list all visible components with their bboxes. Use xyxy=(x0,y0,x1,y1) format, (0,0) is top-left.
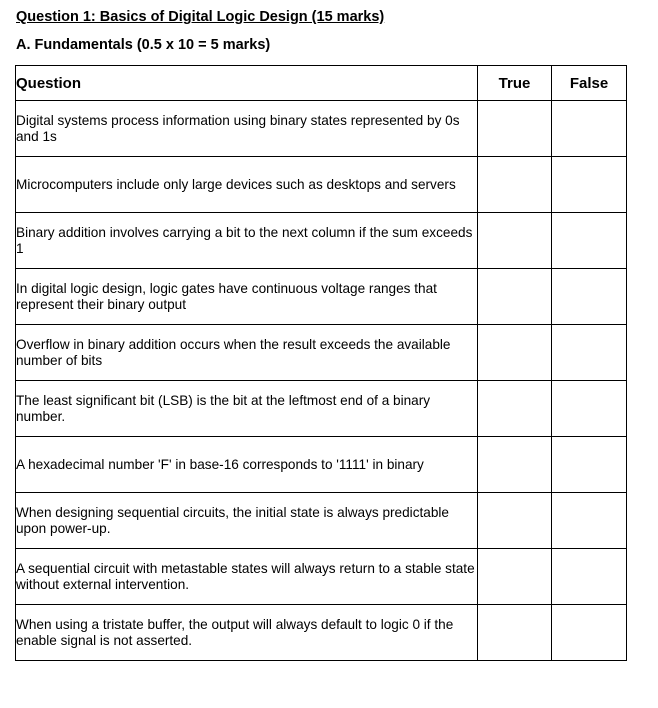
table-row xyxy=(16,437,627,493)
section-heading: A. Fundamentals (0.5 x 10 = 5 marks) xyxy=(16,37,271,53)
true-false-table xyxy=(15,65,627,661)
false-answer-cell[interactable] xyxy=(552,101,627,157)
question-text: Digital systems process information using binary states represented by 0s and 1s xyxy=(16,101,478,157)
question-text: The least significant bit (LSB) is the bit at the leftmost end of a binary number. xyxy=(16,381,478,437)
question-text: In digital logic design, logic gates have continuous voltage ranges that represent their binary output xyxy=(16,269,478,325)
table-row xyxy=(16,325,627,381)
true-answer-cell[interactable] xyxy=(478,157,552,213)
true-answer-cell[interactable] xyxy=(478,493,552,549)
table-row xyxy=(16,549,627,605)
question-text: Binary addition involves carrying a bit to the next column if the sum exceeds 1 xyxy=(16,213,478,269)
false-answer-cell[interactable] xyxy=(552,605,627,661)
false-answer-cell[interactable] xyxy=(552,381,627,437)
false-answer-cell[interactable] xyxy=(552,325,627,381)
false-answer-cell[interactable] xyxy=(552,493,627,549)
question-text: When using a tristate buffer, the output will always default to logic 0 if the enable signal is not asserted. xyxy=(16,605,478,661)
true-answer-cell[interactable] xyxy=(478,269,552,325)
column-header-false: False xyxy=(552,66,627,101)
table-row xyxy=(16,101,627,157)
table-row xyxy=(16,157,627,213)
table-header-row xyxy=(16,66,627,101)
false-answer-cell[interactable] xyxy=(552,213,627,269)
true-answer-cell[interactable] xyxy=(478,213,552,269)
true-answer-cell[interactable] xyxy=(478,605,552,661)
question-text: Microcomputers include only large devices such as desktops and servers xyxy=(16,157,478,213)
column-header-true: True xyxy=(478,66,552,101)
false-answer-cell[interactable] xyxy=(552,157,627,213)
true-answer-cell[interactable] xyxy=(478,101,552,157)
question-text: Overflow in binary addition occurs when the result exceeds the available number of bits xyxy=(16,325,478,381)
table-row xyxy=(16,605,627,661)
true-answer-cell[interactable] xyxy=(478,437,552,493)
true-answer-cell[interactable] xyxy=(478,549,552,605)
question-title: Question 1: Basics of Digital Logic Design (15 marks) xyxy=(16,9,385,25)
column-header-question: Question xyxy=(16,66,478,101)
table-row xyxy=(16,213,627,269)
table-row xyxy=(16,381,627,437)
table-row xyxy=(16,493,627,549)
question-text: When designing sequential circuits, the initial state is always predictable upon power-up. xyxy=(16,493,478,549)
false-answer-cell[interactable] xyxy=(552,437,627,493)
question-text: A hexadecimal number 'F' in base-16 corresponds to '1111' in binary xyxy=(16,437,478,493)
question-text: A sequential circuit with metastable states will always return to a stable state without external intervention. xyxy=(16,549,478,605)
true-answer-cell[interactable] xyxy=(478,381,552,437)
false-answer-cell[interactable] xyxy=(552,549,627,605)
table-row xyxy=(16,269,627,325)
false-answer-cell[interactable] xyxy=(552,269,627,325)
true-answer-cell[interactable] xyxy=(478,325,552,381)
